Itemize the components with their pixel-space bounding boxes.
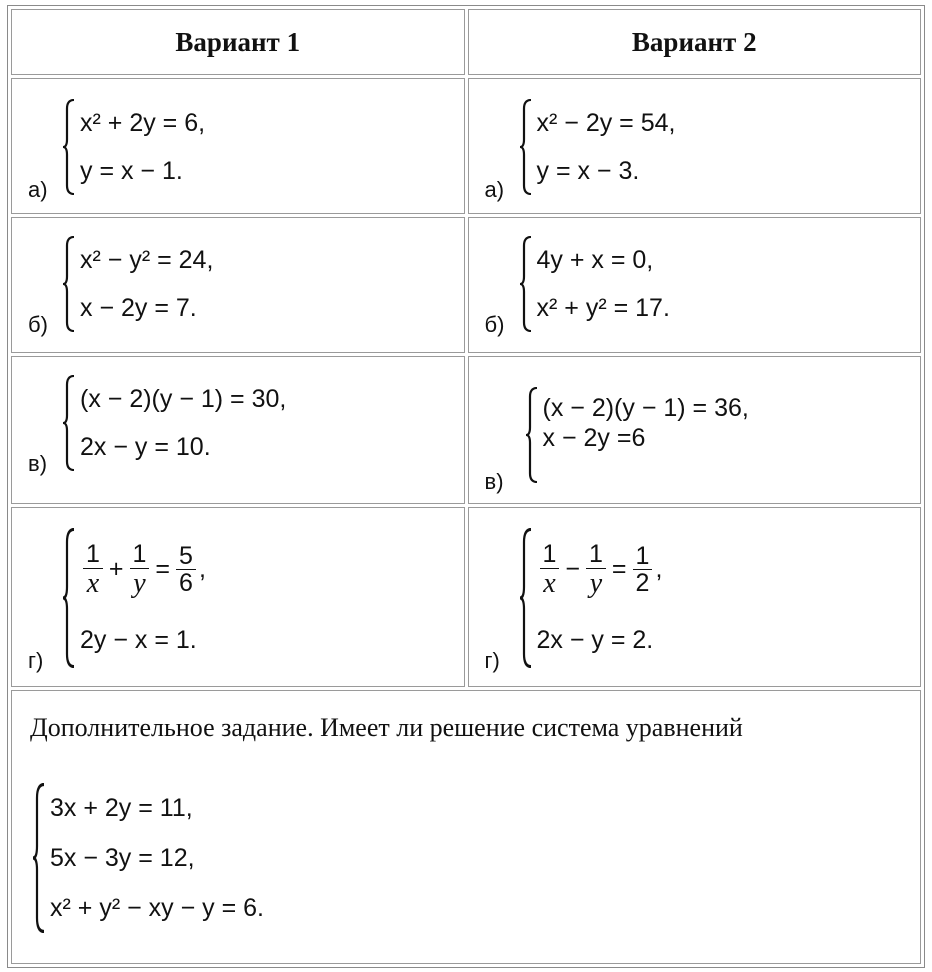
numerator: 1 bbox=[83, 541, 103, 568]
numerator: 1 bbox=[633, 543, 653, 570]
denominator: y bbox=[133, 567, 146, 599]
equation: x − 2y =6 bbox=[542, 424, 646, 452]
punctuation: , bbox=[655, 555, 663, 584]
cell-v2-b bbox=[468, 217, 922, 353]
header-variant-1: Вариант 1 bbox=[11, 9, 465, 75]
extra-task-title: Дополнительное задание. Имеет ли решение система уравнений bbox=[30, 713, 743, 742]
equation: (x − 2)(y − 1) = 30, bbox=[80, 385, 287, 413]
brace-icon bbox=[62, 375, 76, 471]
brace-icon bbox=[519, 236, 533, 332]
denominator: x bbox=[86, 567, 100, 599]
operator: = bbox=[611, 555, 627, 584]
cell-v2-g bbox=[468, 507, 922, 687]
operator: + bbox=[108, 555, 124, 584]
fraction bbox=[83, 541, 103, 598]
equation: x − 2y = 7. bbox=[80, 294, 197, 322]
item-label: б) bbox=[28, 312, 48, 337]
equation-system bbox=[519, 236, 670, 332]
numerator: 1 bbox=[540, 541, 560, 568]
cell-extra-task bbox=[11, 690, 921, 964]
brace-icon bbox=[519, 528, 533, 668]
numerator: 1 bbox=[586, 541, 606, 568]
cell-v1-b bbox=[11, 217, 465, 353]
equation-system bbox=[62, 375, 286, 471]
item-label: а) bbox=[484, 177, 505, 202]
fraction bbox=[176, 543, 196, 597]
equation-system bbox=[32, 783, 264, 933]
equation-system bbox=[62, 236, 213, 332]
denominator: y bbox=[589, 567, 603, 599]
variants-table bbox=[7, 5, 925, 968]
equation: x² − y² = 24, bbox=[80, 246, 214, 274]
fraction bbox=[130, 541, 150, 598]
header-variant-2: Вариант 2 bbox=[468, 9, 922, 75]
equation: y = x − 1. bbox=[80, 157, 183, 185]
denominator: 6 bbox=[179, 569, 193, 598]
item-label: г) bbox=[484, 648, 500, 673]
brace-icon bbox=[62, 236, 76, 332]
brace-icon bbox=[525, 387, 539, 483]
punctuation: , bbox=[198, 555, 206, 584]
equation: (x − 2)(y − 1) = 36, bbox=[542, 394, 749, 422]
item-label: б) bbox=[484, 312, 505, 337]
numerator: 5 bbox=[176, 543, 196, 570]
item-label: в) bbox=[484, 469, 504, 494]
operator: − bbox=[565, 555, 581, 584]
equation: 2x − y = 10. bbox=[80, 433, 211, 461]
item-label: г) bbox=[28, 648, 44, 673]
equation: 2y − x = 1. bbox=[80, 625, 197, 654]
equation-system bbox=[519, 99, 676, 195]
denominator: 2 bbox=[635, 569, 650, 598]
cell-v2-v bbox=[468, 356, 922, 504]
brace-icon bbox=[62, 99, 76, 195]
brace-icon bbox=[62, 528, 76, 668]
denominator: x bbox=[543, 567, 556, 599]
equation-system bbox=[62, 99, 205, 195]
cell-v1-v bbox=[11, 356, 465, 504]
equation: 3x + 2y = 11, bbox=[50, 794, 193, 822]
equation: x² + y² = 17. bbox=[536, 294, 670, 322]
equation: x² + y² − xy − y = 6. bbox=[50, 894, 264, 922]
brace-icon bbox=[519, 99, 533, 195]
brace-icon bbox=[32, 783, 46, 933]
item-label: в) bbox=[28, 451, 48, 476]
fraction-equation bbox=[537, 541, 663, 598]
fraction bbox=[586, 541, 606, 598]
equation-system bbox=[519, 528, 663, 668]
operator: = bbox=[155, 555, 171, 584]
equation: x² − 2y = 54, bbox=[536, 109, 676, 137]
fraction bbox=[540, 541, 560, 598]
fraction-equation bbox=[80, 541, 206, 598]
cell-v2-a bbox=[468, 78, 922, 214]
equation: 5x − 3y = 12, bbox=[50, 844, 195, 872]
equation-system bbox=[525, 387, 749, 483]
cell-v1-a bbox=[11, 78, 465, 214]
item-label: а) bbox=[28, 177, 48, 202]
numerator: 1 bbox=[130, 541, 150, 568]
equation: x² + 2y = 6, bbox=[80, 109, 206, 137]
cell-v1-g bbox=[11, 507, 465, 687]
equation-system bbox=[62, 528, 206, 668]
equation: 2x − y = 2. bbox=[536, 625, 654, 654]
equation: 4y + x = 0, bbox=[536, 246, 654, 274]
fraction bbox=[633, 543, 653, 597]
equation: y = x − 3. bbox=[536, 157, 640, 185]
